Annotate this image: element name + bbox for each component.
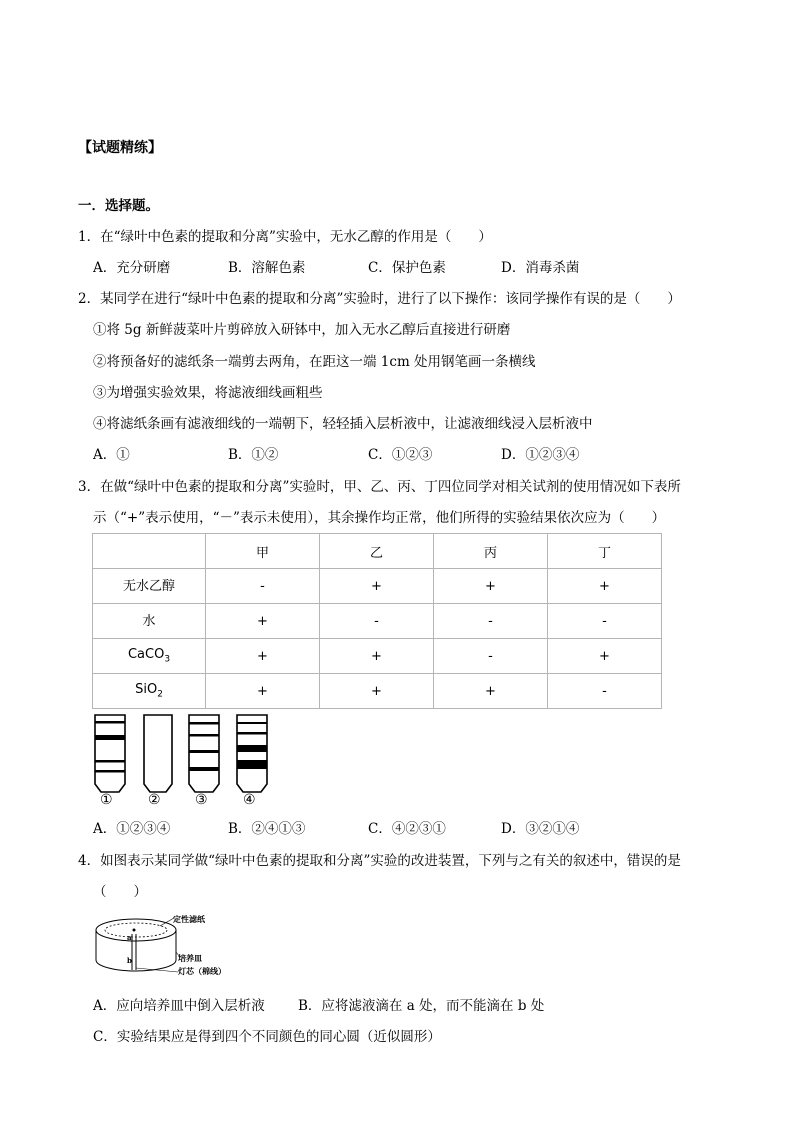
table-cell: + [548,569,662,604]
table-cell: - [434,604,548,639]
q2-stem: 2．某同学在进行“绿叶中色素的提取和分离”实验时，进行了以下操作：该同学操作有误的是（ ） [78,291,681,307]
table-header-cell: 丙 [434,534,548,569]
q3-option-a[interactable]: A．①②③④ [93,821,171,837]
part-title: 一．选择题。 [78,198,159,214]
label-filter-paper: 定性滤纸 [173,914,205,924]
q3-stem-line1: 3．在做“绿叶中色素的提取和分离”实验时，甲、乙、丙、丁四位同学对相关试剂的使用情况如下表所 [78,479,681,495]
q2-step-1: ①将 5g 新鲜菠菜叶片剪碎放入研钵中，加入无水乙醇后直接进行研磨 [93,322,511,338]
table-cell: + [548,639,662,674]
strip-label-4: ④ [243,792,256,808]
table-header-cell: 甲 [206,534,320,569]
q2-option-a[interactable]: A．① [93,447,130,463]
table-row [93,569,662,604]
table-cell: + [206,674,320,709]
section-title: 【试题精练】 [78,140,162,156]
strip-label-3: ③ [195,792,208,808]
table-cell: + [206,639,320,674]
table-cell: - [548,604,662,639]
strip-4 [237,715,267,792]
q2-option-b[interactable]: B．①② [228,447,279,463]
q3-option-c[interactable]: C．④②③① [368,821,446,837]
table-header-cell: 乙 [320,534,434,569]
q2-step-2: ②将预备好的滤纸条一端剪去两角，在距这一端 1cm 处用钢笔画一条横线 [93,354,536,370]
q4-option-a[interactable]: A．应向培养皿中倒入层析液 [93,998,265,1014]
strip-label-2: ② [148,792,161,808]
q3-option-d[interactable]: D．③②①④ [501,821,580,837]
q3-stem-line2: 示（“+”表示使用，“－”表示未使用），其余操作均正常，他们所得的实验结果依次应为（ ） [93,510,666,526]
table-cell: - [548,674,662,709]
table-row [93,674,662,709]
q2-step-4: ④将滤纸条画有滤液细线的一端朝下，轻轻插入层析液中，让滤液细线浸入层析液中 [93,416,593,432]
table-cell: + [320,639,434,674]
table-cell: + [434,569,548,604]
reagent-table [92,533,662,709]
q1-option-d[interactable]: D．消毒杀菌 [501,260,580,276]
label-a: a [127,933,132,942]
table-cell: - [434,639,548,674]
q4-option-c[interactable]: C．实验结果应是得到四个不同颜色的同心圆（近似圆形） [93,1029,441,1045]
table-row [93,639,662,674]
reagent-name: CaCO$_3$ [93,639,206,674]
table-cell: + [206,604,320,639]
table-header-row [93,534,662,569]
table-cell: + [434,674,548,709]
label-dish: 培养皿 [178,953,202,963]
q1-option-a[interactable]: A．充分研磨 [93,260,171,276]
q4-stem-line1: 4．如图表示某同学做“绿叶中色素的提取和分离”实验的改进装置，下列与之有关的叙述中，错误的是 [78,853,681,869]
petri-dish-figure [92,912,252,984]
reagent-name: 无水乙醇 [93,569,206,604]
q4-stem-line2: （ ） [93,884,147,900]
q2-step-3: ③为增强实验效果，将滤液细线画粗些 [93,385,323,401]
q2-option-c[interactable]: C．①②③ [368,447,433,463]
table-row [93,604,662,639]
table-header-cell [93,534,206,569]
table-cell: + [320,674,434,709]
table-cell: - [320,604,434,639]
q1-option-b[interactable]: B．溶解色素 [228,260,306,276]
reagent-name: 水 [93,604,206,639]
label-wick: 灯芯（棉线） [178,966,226,976]
strip-3 [189,715,219,792]
strip-2 [144,715,172,792]
strip-1 [95,715,125,792]
reagent-name: SiO$_2$ [93,674,206,709]
table-cell: - [206,569,320,604]
q1-stem: 1．在“绿叶中色素的提取和分离”实验中，无水乙醇的作用是（ ） [78,229,492,245]
q2-option-d[interactable]: D．①②③④ [501,447,580,463]
table-header-cell: 丁 [548,534,662,569]
table-cell: + [320,569,434,604]
q4-option-b[interactable]: B．应将滤液滴在 a 处，而不能滴在 b 处 [298,998,545,1014]
label-b: b [127,956,132,965]
strip-label-1: ① [100,792,113,808]
q1-option-c[interactable]: C．保护色素 [368,260,446,276]
q3-option-b[interactable]: B．②④①③ [228,821,306,837]
